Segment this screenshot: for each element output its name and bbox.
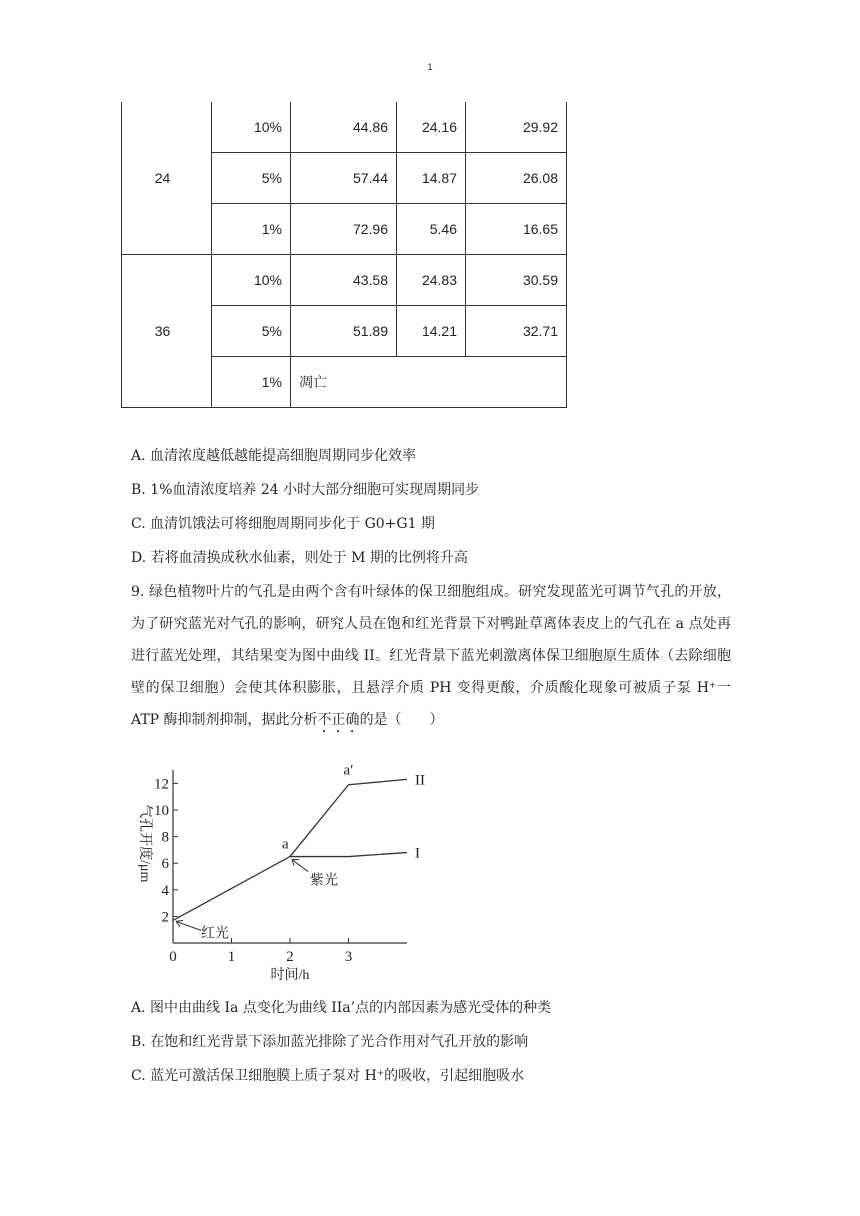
table-row xyxy=(122,255,567,306)
value-cell: 72.96 xyxy=(291,204,397,255)
value-cell: 14.87 xyxy=(397,153,466,204)
value-cell: 24.83 xyxy=(397,255,466,306)
value-cell: 32.71 xyxy=(466,306,567,357)
serum-cell: 5% xyxy=(212,153,291,204)
q8-option-d: D. 若将血清换成秋水仙素，则处于 M 期的比例将升高 xyxy=(131,550,468,566)
series-label: I xyxy=(415,845,420,862)
annotation-red-light: 红光 xyxy=(201,926,229,942)
q9-stem-emphasis: 不正确 xyxy=(317,712,360,728)
q9-stem-end: 的是（ ） xyxy=(359,712,444,728)
y-axis-label: 气孔开度/μm xyxy=(137,804,152,883)
series-line-1 xyxy=(173,853,407,921)
point-label-a: a xyxy=(282,836,289,853)
x-axis-label: 时间/h xyxy=(270,968,310,983)
value-cell: 44.86 xyxy=(291,102,397,153)
series-label: II xyxy=(415,772,425,789)
time-group-cell: 24 xyxy=(122,102,212,255)
annotation-purple-light: 紫光 xyxy=(310,873,338,889)
value-cell: 57.44 xyxy=(291,153,397,204)
value-cell: 24.16 xyxy=(397,102,466,153)
q9-stem xyxy=(131,576,731,736)
point-label-a-prime: a′ xyxy=(343,762,354,779)
series-line-2 xyxy=(290,779,407,856)
x-tick-label: 3 xyxy=(344,949,353,965)
page-number: 1 xyxy=(427,62,433,72)
serum-cell: 1% xyxy=(212,204,291,255)
y-tick-label: 4 xyxy=(161,882,169,899)
serum-cell: 5% xyxy=(212,306,291,357)
x-tick-label: 0 xyxy=(169,949,177,965)
q9-option-a: A. 图中由曲线 Ia 点变化为曲线 IIa’点的内部因素为感光受体的种类 xyxy=(131,1000,552,1016)
value-cell: 30.59 xyxy=(466,255,567,306)
y-tick-label: 2 xyxy=(161,909,169,926)
value-cell: 5.46 xyxy=(397,204,466,255)
x-tick-label: 1 xyxy=(227,949,236,965)
value-cell: 51.89 xyxy=(291,306,397,357)
q8-option-a: A. 血清浓度越低越能提高细胞周期同步化效率 xyxy=(131,448,417,464)
q8-option-c: C. 血清饥饿法可将细胞周期同步化于 G0+G1 期 xyxy=(131,516,435,532)
value-cell: 16.65 xyxy=(466,204,567,255)
value-cell: 29.92 xyxy=(466,102,567,153)
y-tick-label: 10 xyxy=(154,803,169,819)
data-table xyxy=(121,102,567,408)
serum-cell: 1% xyxy=(212,357,291,408)
x-tick-label: 2 xyxy=(286,949,294,965)
q9-option-b: B. 在饱和红光背景下添加蓝光排除了光合作用对气孔开放的影响 xyxy=(131,1034,529,1050)
table-row xyxy=(122,102,567,153)
value-cell: 26.08 xyxy=(466,153,567,204)
serum-cell: 10% xyxy=(212,255,291,306)
note-cell: 凋亡 xyxy=(291,357,567,408)
y-tick-label: 8 xyxy=(161,829,169,846)
value-cell: 43.58 xyxy=(291,255,397,306)
serum-cell: 10% xyxy=(212,102,291,153)
stomata-chart xyxy=(131,745,425,985)
y-tick-label: 6 xyxy=(161,856,169,873)
y-tick-label: 12 xyxy=(154,776,169,793)
q8-option-b: B. 1%血清浓度培养 24 小时大部分细胞可实现周期同步 xyxy=(131,482,480,498)
time-group-cell: 36 xyxy=(122,255,212,408)
q9-stem-main: 9. 绿色植物叶片的气孔是由两个含有叶绿体的保卫细胞组成。研究发现蓝光可调节气孔的开放，为了研究蓝光对气孔的影响，研究人员在饱和红光背景下对鸭趾草离体表皮上的气孔在 a 点处再进行蓝光处理，其结果变为图中曲线 II。红光背景下蓝光刺激离体保卫细胞原生质体（去除细胞壁的保卫细胞）会使其体积膨胀，且悬浮介质 PH 变得更酸，介质酸化现象可被质子泵 H⁺一 ATP 酶抑制剂抑制，据此分析 xyxy=(131,584,731,728)
purple-light-arrow xyxy=(292,860,308,872)
q9-option-c: C. 蓝光可激活保卫细胞膜上质子泵对 H⁺的吸收，引起细胞吸水 xyxy=(131,1068,525,1084)
value-cell: 14.21 xyxy=(397,306,466,357)
